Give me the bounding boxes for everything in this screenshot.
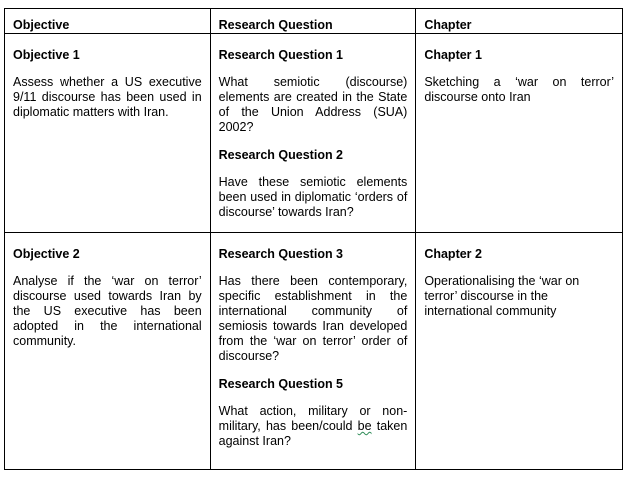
header-chapter: Chapter [424, 18, 472, 32]
header-objective-cell [5, 9, 211, 34]
research-question-text: What semiotic (discourse) elements are created in the State of the Union Address (SUA) 2002? [218, 75, 408, 134]
header-chapter-cell [416, 9, 623, 34]
research-question-text [219, 404, 408, 449]
objective-title: Objective 2 [13, 247, 80, 261]
objectives-table [4, 8, 623, 470]
objective-cell [5, 233, 211, 470]
research-question-title: Research Question 3 [218, 247, 344, 261]
research-question-cell [210, 34, 416, 233]
research-question-text: Have these semiotic elements been used in diplomatic ‘orders of discourse’ towards Iran? [218, 175, 408, 219]
chapter-text: Operationalising the ‘war on terror’ discourse in the international community [424, 274, 580, 318]
chapter-cell [416, 233, 623, 470]
research-question-title: Research Question 5 [218, 377, 344, 391]
spellcheck-marked-word: be [357, 419, 372, 433]
text-segment: taken against Iran? [218, 419, 408, 448]
chapter-title: Chapter 2 [424, 247, 482, 261]
research-question-title: Research Question 1 [218, 48, 344, 62]
objective-text: Assess whether a US executive 9/11 discourse has been used in diplomatic matters with Iran. [13, 75, 202, 119]
text-segment: What action, military or non-military, has been/could [218, 404, 408, 433]
header-research-question: Research Question [218, 18, 333, 32]
header-objective: Objective [13, 18, 70, 32]
table-row [5, 233, 623, 470]
header-row [5, 9, 623, 34]
research-question-cell [210, 233, 416, 470]
chapter-text: Sketching a ‘war on terror’ discourse onto Iran [424, 75, 614, 104]
chapter-cell [416, 34, 623, 233]
objective-cell [5, 34, 211, 233]
objective-text: Analyse if the ‘war on terror’ discourse used towards Iran by the US executive has been adopted in the international community. [13, 274, 202, 348]
objective-title: Objective 1 [13, 48, 80, 62]
research-question-text: Has there been contemporary, specific establishment in the international community of semiosis towards Iran developed from the ‘war on terror’ order of discourse? [218, 274, 408, 363]
research-question-title: Research Question 2 [218, 148, 344, 162]
header-research-question-cell [210, 9, 416, 34]
table-row [5, 34, 623, 233]
chapter-title: Chapter 1 [424, 48, 482, 62]
